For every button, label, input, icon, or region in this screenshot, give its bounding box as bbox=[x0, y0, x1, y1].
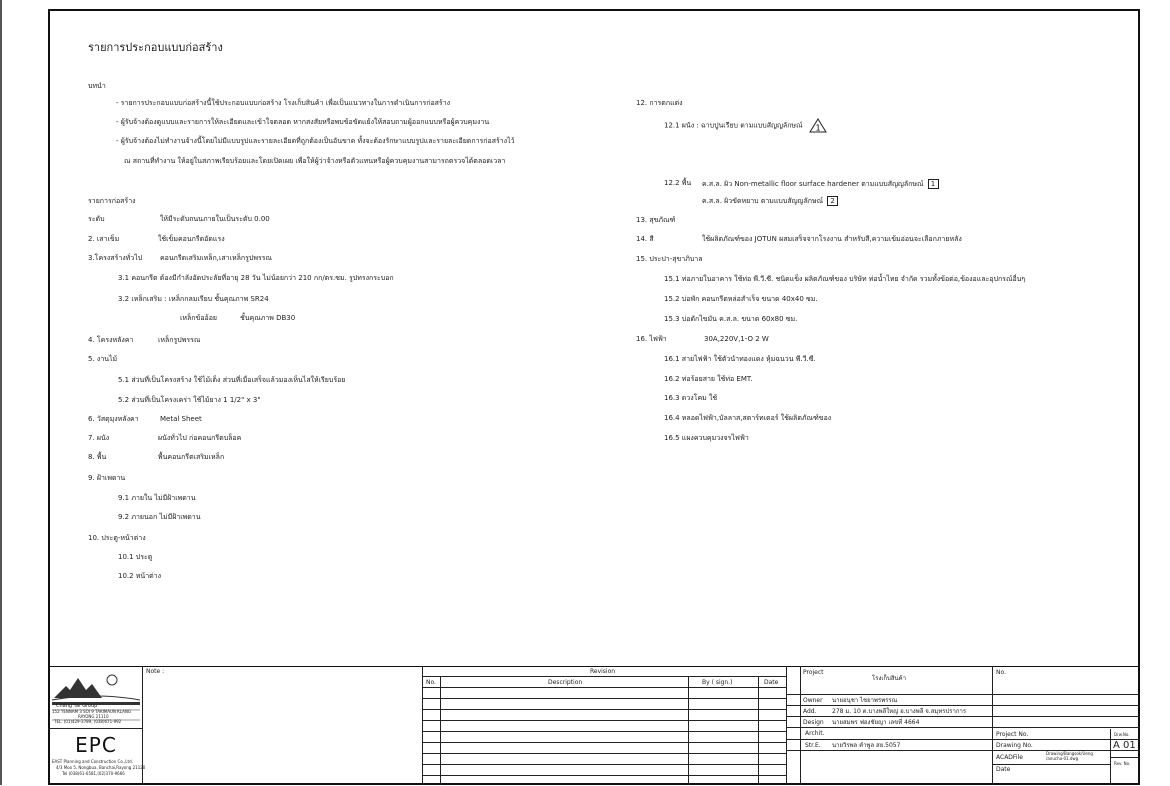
section-construction: รายการก่อสร้าง bbox=[88, 197, 136, 205]
item-ceiling-label: 9. ฝ้าเพดาน bbox=[88, 474, 126, 482]
item-electric-label: 16. ไฟฟ้า bbox=[636, 335, 667, 343]
symbol-box-2: 2 bbox=[827, 196, 838, 206]
no-label: No. bbox=[996, 669, 1006, 676]
tb-info-line bbox=[786, 750, 992, 751]
section-intro: บทนำ bbox=[88, 82, 106, 90]
date-label: Date bbox=[996, 766, 1011, 773]
item-electric-value: 30A,220V,1-O 2 W bbox=[704, 335, 769, 343]
rev-col-date: Date bbox=[764, 679, 779, 686]
item-structure-value: คอนกรีตเสริมเหล็ก,เสาเหล็กรูปพรรณ bbox=[160, 254, 272, 262]
tb-rev-row bbox=[422, 720, 786, 721]
intro-line-1: - รายการประกอบแบบก่อสร้างนี้ใช้ประกอบแบบก่อสร้าง โรงเก็บสินค้า เพื่อเป็นแนวทางในการดำเนินการก่อสร้าง bbox=[116, 99, 451, 107]
project-label: Project bbox=[803, 669, 824, 676]
dwg-no-label: Drw.No. bbox=[1114, 732, 1130, 737]
revision-header: Revision bbox=[590, 668, 616, 675]
logo-address-2: RAYONG 21110 bbox=[78, 714, 109, 719]
epc-address: 4/3 Moo 5, Nongbua, Banchai,Rayong 21120 bbox=[56, 765, 146, 770]
tb-rev-head-line bbox=[422, 676, 786, 677]
logo-tel: TEL. (01)429-3789, (038)671-992 bbox=[54, 719, 122, 724]
item-plumbing-label: 15. ประปา-สุขาภิบาล bbox=[636, 255, 703, 263]
address-label: Add. bbox=[803, 708, 817, 715]
tb-rev-row bbox=[422, 742, 786, 743]
address-value: 278 ม. 10 ต.บางพลีใหญ่ อ.บางพลี จ.สมุทรปราการ bbox=[832, 708, 967, 715]
item-16-3: 16.3 ดวงโคม ใช้ bbox=[664, 394, 718, 402]
tb-rev-row bbox=[422, 764, 786, 765]
item-wall-label: 7. ผนัง bbox=[88, 434, 110, 442]
item-12-2-a bbox=[702, 179, 939, 189]
tb-divider-project-label bbox=[800, 666, 801, 785]
tb-divider-date bbox=[786, 666, 787, 785]
item-12-2-label: 12.2 พื้น bbox=[664, 179, 692, 187]
project-no-label: Project No. bbox=[996, 731, 1029, 738]
item-sanitary-label: 13. สุขภัณฑ์ bbox=[636, 216, 676, 224]
item-12-2-b-text: ค.ส.ล. ผิวขัดหยาบ ตามแบบสัญญลักษณ์ bbox=[702, 197, 824, 205]
item-3-2-grade: ชั้นคุณภาพ DB30 bbox=[240, 314, 296, 322]
item-16-2: 16.2 ท่อร้อยสาย ใช้ท่อ EMT. bbox=[664, 375, 753, 383]
item-3-2-deformed: เหล็กข้ออ้อย bbox=[180, 314, 218, 322]
item-5-1: 5.1 ส่วนที่เป็นโครงสร้าง ใช้ไม้เต็ง ส่วนที่เมื่อเสร็จแล้วมองเห็นไสให้เรียบร้อย bbox=[118, 376, 346, 384]
owner-value: นายอนุชา ไชยาพรพรรณ bbox=[832, 697, 898, 704]
rev-col-description: Description bbox=[548, 679, 583, 686]
tb-info-line bbox=[786, 727, 1140, 728]
dwg-no-value: A 01 bbox=[1113, 740, 1136, 751]
item-roof-frame-value: เหล็กรูปพรรณ bbox=[158, 336, 201, 344]
item-9-2: 9.2 ภายนอก ไม่มีฝ้าเพดาน bbox=[118, 513, 201, 521]
item-12-1-text: 12.1 ผนัง : ฉาบปูนเรียบ ตามแบบสัญญลักษณ์ bbox=[664, 121, 803, 130]
stre-label: Str.E. bbox=[805, 742, 821, 749]
item-paint-label: 14. สี bbox=[636, 235, 654, 243]
item-wood-label: 5. งานไม้ bbox=[88, 355, 118, 363]
tb-info-line bbox=[786, 716, 1140, 717]
item-roofing-label: 6. วัสดุมุงหลังคา bbox=[88, 415, 139, 423]
item-level-value: ให้มีระดับถนนภายในเป็นระดับ 0.00 bbox=[160, 215, 270, 223]
intro-line-4: ณ สถานที่ทำงาน ให้อยู่ในสภาพเรียบร้อยและโดยเปิดเผย เพื่อให้ผู้ว่าจ้างหรือตัวแทนหรือผู้ควบคุมงานสามารถตรวจได้ตลอดเวลา bbox=[124, 157, 506, 165]
item-level-label: ระดับ bbox=[88, 215, 105, 223]
item-roofing-value: Metal Sheet bbox=[160, 415, 202, 423]
item-doors-label: 10. ประตู-หน้าต่าง bbox=[88, 534, 146, 542]
tb-rev-row bbox=[422, 709, 786, 710]
page-title: รายการประกอบแบบก่อสร้าง bbox=[88, 41, 223, 54]
acadfile-label: ACADFile bbox=[996, 754, 1023, 761]
rev-col-by: By ( sign.) bbox=[702, 679, 733, 686]
item-floor-value: พื้นคอนกรีตเสริมเหล็ก bbox=[158, 453, 225, 461]
tb-rev-row bbox=[422, 687, 786, 688]
item-10-1: 10.1 ประตู bbox=[118, 553, 153, 561]
owner-label: Owner bbox=[803, 697, 823, 704]
item-12-2-a-text: ค.ส.ล. ผิว Non-metallic floor surface hardener ตามแบบสัญญลักษณ์ bbox=[702, 180, 924, 188]
drawing-no-label: Drawing No. bbox=[996, 742, 1033, 749]
stre-value: นายวิรพล คำพูล สย.5057 bbox=[832, 742, 901, 749]
svg-text:1: 1 bbox=[815, 123, 821, 133]
item-16-5: 16.5 แผงควบคุมวงจรไฟฟ้า bbox=[664, 434, 749, 442]
item-15-1: 15.1 ท่อภายในอาคาร ใช้ท่อ พี.วี.ซี. ชนิดแข็ง ผลิตภัณฑ์ของ บริษัท ท่อน้ำไทย จำกัด รวมทั้งข้อต่อ,ข้องอและอุปกรณ์อื่นๆ bbox=[664, 275, 1026, 283]
tb-info-line bbox=[1110, 757, 1140, 758]
item-pile-value: ใช้เข็มคอนกรีตอัดแรง bbox=[158, 235, 225, 243]
item-3-2: 3.2 เหล็กเสริม : เหล็กกลมเรียบ ชั้นคุณภาพ SR24 bbox=[118, 295, 269, 303]
item-15-2: 15.2 บ่อพัก คอนกรีตหล่อสำเร็จ ขนาด 40x40 ซม. bbox=[664, 295, 818, 303]
item-15-3: 15.3 บ่อดักไขมัน ค.ส.ล. ขนาด 60x80 ซม. bbox=[664, 315, 798, 323]
tb-divider-note bbox=[422, 666, 423, 785]
intro-line-2: - ผู้รับจ้างต้องดูแบบและรายการให้ละเอียดและเข้าใจตลอด หากสงสัยหรือพบข้อขัดแย้งให้สอบถามผู้ออกแบบหรือผู้ควบคุมงาน bbox=[116, 118, 490, 126]
title-block bbox=[48, 666, 1140, 786]
project-value: โรงเก็บสินค้า bbox=[872, 675, 907, 682]
item-9-1: 9.1 ภายใน ไม่มีฝ้าเพดาน bbox=[118, 494, 196, 502]
item-10-2: 10.2 หน้าต่าง bbox=[118, 572, 162, 580]
item-16-1: 16.1 สายไฟฟ้า ใช้ตัวนำทองแดง หุ้มฉนวน พี.วี.ซี. bbox=[664, 355, 816, 363]
tb-divider-right bbox=[992, 666, 993, 785]
tb-rev-row bbox=[422, 753, 786, 754]
rev-no-label: Rev. No. bbox=[1114, 761, 1131, 766]
item-16-4: 16.4 หลอดไฟฟ้า,บัลลาส,สตาร์ทเตอร์ ใช้ผลิตภัณฑ์ของ bbox=[664, 414, 832, 422]
note-label: Note : bbox=[146, 668, 165, 675]
tb-rev-row bbox=[422, 775, 786, 776]
epc-company: EAST Planning and Construction Co.,Ltd. bbox=[52, 759, 133, 764]
item-roof-frame-label: 4. โครงหลังคา bbox=[88, 336, 134, 344]
design-value: นายสมพร ฟองชัยญา เลขที่ 4664 bbox=[832, 719, 920, 726]
item-3-1: 3.1 คอนกรีต ต้องมีกำลังอัดประลัยที่อายุ 28 วัน ไม่น้อยกว่า 210 กก/ตร.ซม. รูปทรงกระบอก bbox=[118, 274, 394, 282]
tb-info-line bbox=[786, 739, 1140, 740]
epc-logo: EPC bbox=[75, 733, 117, 757]
acadfile-value: Drawing/Bangsok/Ueng /anucha-01.dwg bbox=[1046, 751, 1093, 761]
tb-info-line bbox=[786, 705, 1140, 706]
epc-tel: Tel (038)61-6581,(02)370-9666 bbox=[62, 771, 125, 776]
intro-line-3: - ผู้รับจ้างต้องไม่ทำงานจ้างนี้โดยไม่มีแบบรูปและรายละเอียดที่ถูกต้องเป็นอันขาด ทั้งจะต้องรักษาแบบรูปและรายละเอียดการก่อสร้างไว้ bbox=[116, 137, 515, 145]
tb-info-line bbox=[992, 764, 1110, 765]
item-5-2: 5.2 ส่วนที่เป็นโครงเคร่า ใช้ไม้ยาง 1 1/2" x 3" bbox=[118, 396, 261, 404]
item-paint-value: ใช้ผลิตภัณฑ์ของ JOTUN ผสมเสร็จจากโรงงาน สำหรับสี,ความเข้มอ่อนจะเลือกภายหลัง bbox=[702, 235, 962, 243]
logo-address-1: 152 TENNAM 3 SOI 9 TAKIMAUN KLANG bbox=[52, 709, 131, 714]
item-finishing-label: 12. การตกแต่ง bbox=[636, 99, 683, 107]
logo-company: Chang Yai Group bbox=[56, 703, 98, 709]
revision-triangle-icon bbox=[809, 118, 827, 133]
symbol-box-1: 1 bbox=[928, 179, 939, 189]
tb-info-line bbox=[786, 694, 1140, 695]
item-12-1 bbox=[664, 118, 827, 133]
rev-col-no: No. bbox=[426, 679, 436, 686]
item-wall-value: ผนังทั่วไป ก่อคอนกรีตบล็อค bbox=[158, 434, 242, 442]
item-pile-label: 2. เสาเข็ม bbox=[88, 235, 120, 243]
archit-label: Archit. bbox=[805, 730, 825, 737]
design-label: Design bbox=[803, 719, 824, 726]
tb-rev-row bbox=[422, 731, 786, 732]
item-12-2-b bbox=[702, 196, 838, 206]
left-margin-rule bbox=[0, 0, 2, 785]
item-floor-label: 8. พื้น bbox=[88, 453, 107, 461]
item-structure-label: 3.โครงสร้างทั่วไป bbox=[88, 254, 143, 262]
logo-separator bbox=[48, 728, 142, 729]
tb-rev-row bbox=[422, 698, 786, 699]
